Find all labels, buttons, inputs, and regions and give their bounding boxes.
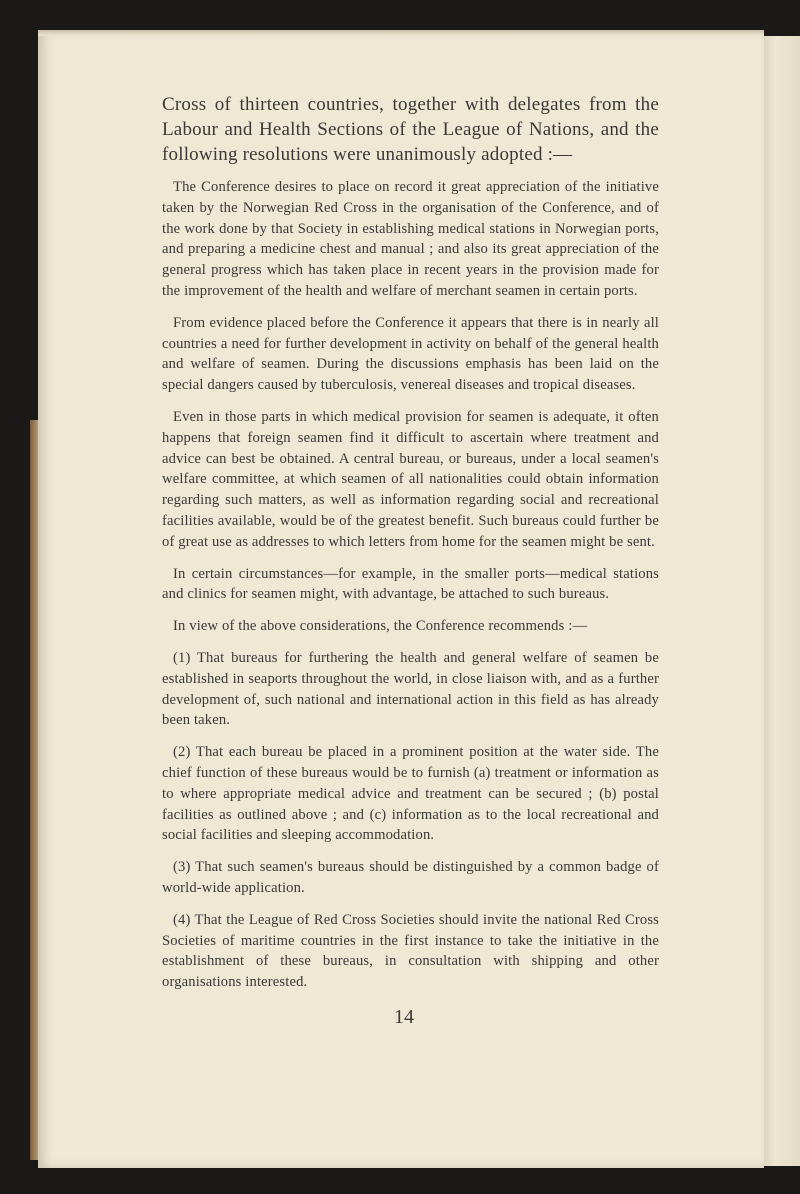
lead-paragraph: Cross of thirteen countries, together with delegates from the Labour and Health Sections of the League of Nations, and the following resolutions were unanimously adopted :— <box>162 94 659 165</box>
page-number: 14 <box>394 1006 414 1028</box>
page-top-shadow <box>38 30 764 36</box>
paragraph-evidence: From evidence placed before the Conference it appears that there is in nearly all countries a need for further development in activity on behalf of the general health and welfare of seamen. During the discussions emphasis has been laid on the special dangers caused by tuberculosis, venereal diseases and tropical diseases. <box>162 314 659 394</box>
paragraph-central-bureau: Even in those parts in which medical provision for seamen is adequate, it often happens that foreign seamen find it difficult to ascertain where treatment and advice can best be obtained. A central bureau, or bureaus, under a local seamen's welfare committee, at which seamen of all nationalities could obtain information regarding such matters, as well as information regarding social and recreational facilities available, would be of the greatest benefit. Such bureaus could further be of great use as addresses to which letters from home for the seamen might be sent. <box>162 408 659 550</box>
resolution-2: (2) That each bureau be placed in a prominent position at the water side. The chief function of these bureaus would be to furnish (a) treatment or information as to where appropriate medical advice and treatment can be secured ; (b) postal facilities as outlined above ; and (c) information as to the local recreational and social facilities and sleeping accommodation. <box>162 744 659 844</box>
binding-edge <box>30 420 38 1160</box>
next-page-edge <box>760 36 800 1166</box>
paragraph-circumstances: In certain circumstances—for example, in the smaller ports—medical stations and clinics for seamen might, with advantage, be attached to such bureaus. <box>162 565 659 603</box>
resolution-1: (1) That bureaus for furthering the health and general welfare of seamen be established in seaports throughout the world, in close liaison with, and as a further development of, such national and international action in this field as has already been taken. <box>162 649 659 729</box>
resolution-3: (3) That such seamen's bureaus should be distinguished by a common badge of world-wide application. <box>162 859 659 896</box>
resolution-4: (4) That the League of Red Cross Societies should invite the national Red Cross Societies of maritime countries in the first instance to take the initiative in the establishment of these bureaus, in consultation with shipping and other organisations interested. <box>162 911 659 991</box>
page-text <box>162 92 659 1004</box>
paragraph-recommends: In view of the above considerations, the Conference recommends :— <box>173 618 588 635</box>
paragraph-appreciation: The Conference desires to place on record it great appreciation of the initiative taken by the Norwegian Red Cross in the organisation of the Conference, and of the work done by that Society in establishing medical stations in Norwegian ports, and preparing a medicine chest and manual ; and also its great appreciation of the general progress which has taken place in recent years in the provision made for the improvement of the health and welfare of merchant seamen in certain ports. <box>162 179 659 299</box>
